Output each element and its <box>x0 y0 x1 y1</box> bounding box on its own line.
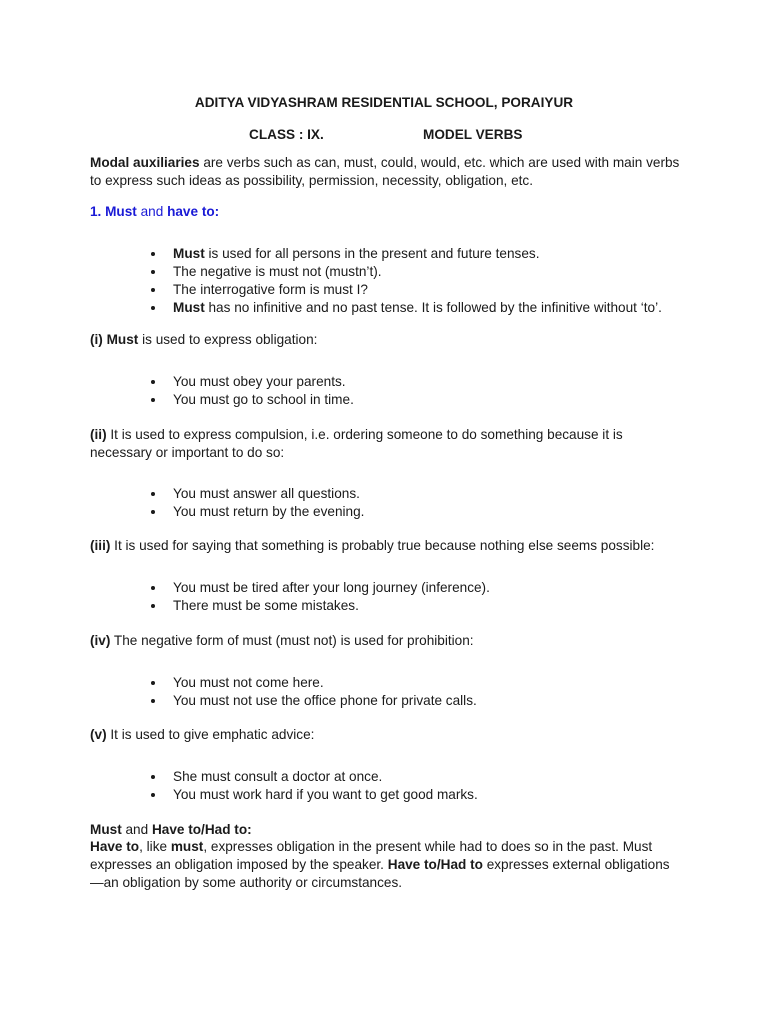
use-label: (ii) <box>90 427 107 442</box>
use-examples-1 <box>150 373 354 409</box>
list-item <box>150 281 662 299</box>
compare-heading-must: Must <box>90 822 122 837</box>
use-text: It is used to give emphatic advice: <box>106 727 315 742</box>
rule-bold: Must <box>173 246 205 261</box>
must-rules-list <box>150 245 662 317</box>
rule-text: The negative is must not (mustn’t). <box>173 264 382 279</box>
compare-heading <box>90 821 690 839</box>
list-item: She must consult a doctor at once. <box>150 768 478 786</box>
section-have-to: have to: <box>167 204 220 219</box>
use-examples-5 <box>150 768 478 804</box>
use-heading-2 <box>90 426 650 462</box>
list-item: You must not use the office phone for private calls. <box>150 692 477 710</box>
use-label: (v) <box>90 727 107 742</box>
topic-title: MODEL VERBS <box>423 127 523 142</box>
compare-heading-have: Have to/Had to: <box>151 822 252 837</box>
section-and: and <box>136 204 168 219</box>
compare-text: expresses external obligations—an obligation by some authority or circumstances. <box>90 857 670 890</box>
use-text: The negative form of must (must not) is used for prohibition: <box>110 633 474 648</box>
intro-text: are verbs such as can, must, could, would, etc. which are used with main verbs to express such ideas as possibility, permission, necessity, obligation, etc. <box>90 155 680 188</box>
list-item: You must obey your parents. <box>150 373 354 391</box>
compare-paragraph <box>90 838 670 892</box>
list-item: You must be tired after your long journey (inference). <box>150 579 490 597</box>
use-text: It is used to express compulsion, i.e. ordering someone to do something because it is necessary or important to do so: <box>90 427 623 460</box>
compare-term: Have to <box>90 839 140 854</box>
compare-term: Have to/Had to <box>387 857 483 872</box>
list-item: There must be some mistakes. <box>150 597 490 615</box>
use-label: (i) Must <box>90 332 139 347</box>
list-item: You must go to school in time. <box>150 391 354 409</box>
list-item: You must return by the evening. <box>150 503 364 521</box>
use-heading-3 <box>90 537 690 555</box>
use-examples-3 <box>150 579 490 615</box>
use-label: (iv) <box>90 633 111 648</box>
intro-term: Modal auxiliaries <box>90 155 200 170</box>
use-heading-4 <box>90 632 690 650</box>
list-item <box>150 245 662 263</box>
list-item: You must answer all questions. <box>150 485 364 503</box>
rule-text: is used for all persons in the present and future tenses. <box>204 246 540 261</box>
use-text: is used to express obligation: <box>138 332 318 347</box>
use-examples-2 <box>150 485 364 521</box>
use-label: (iii) <box>90 538 111 553</box>
rule-bold: Must <box>173 300 205 315</box>
use-examples-4 <box>150 674 477 710</box>
school-title: ADITYA VIDYASHRAM RESIDENTIAL SCHOOL, PORAIYUR <box>194 95 574 110</box>
list-item: You must not come here. <box>150 674 477 692</box>
compare-term: must <box>170 839 204 854</box>
section-heading-must <box>90 203 690 221</box>
compare-heading-and: and <box>121 822 152 837</box>
list-item: You must work hard if you want to get good marks. <box>150 786 478 804</box>
compare-text: , expresses obligation in the present while had to does so in the past. Must expresses an obligation imposed by the speaker. <box>90 839 653 872</box>
use-heading-1 <box>90 331 690 349</box>
list-item <box>150 263 662 281</box>
class-label: CLASS : IX. <box>249 127 324 142</box>
use-heading-5 <box>90 726 690 744</box>
rule-text: The interrogative form is must I? <box>173 282 368 297</box>
intro-paragraph <box>90 154 690 190</box>
use-text: It is used for saying that something is probably true because nothing else seems possible: <box>110 538 655 553</box>
rule-text: has no infinitive and no past tense. It is followed by the infinitive without ‘to’. <box>204 300 662 315</box>
compare-text: , like <box>139 839 171 854</box>
list-item <box>150 299 662 317</box>
section-number: 1. Must <box>90 204 137 219</box>
